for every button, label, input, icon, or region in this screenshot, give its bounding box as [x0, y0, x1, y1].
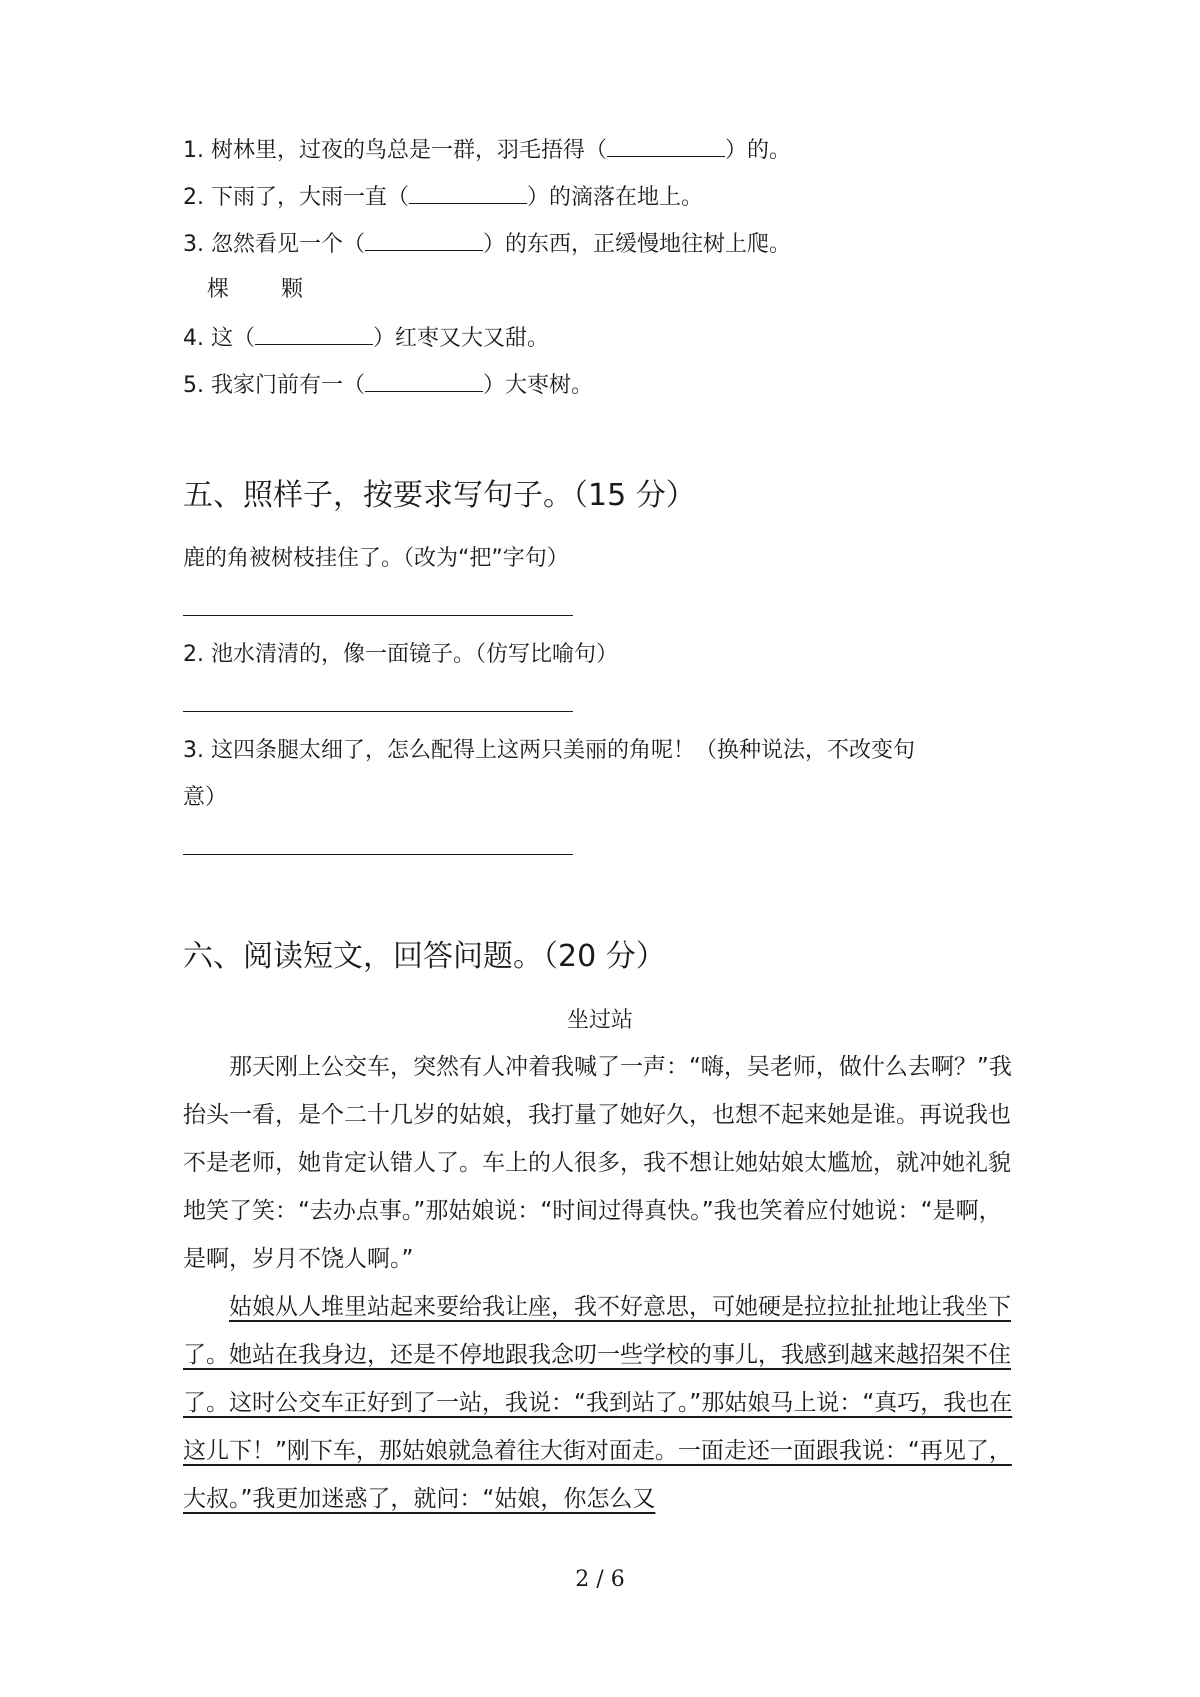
answer-blank[interactable]: [365, 228, 483, 251]
item-text: ）的。: [725, 138, 792, 163]
fill-in-item-1: [183, 134, 791, 166]
fill-in-item-4: [183, 322, 549, 354]
fill-in-item-2: [183, 181, 703, 213]
section5-heading: 五、照样子，按要求写句子。（15 分）: [183, 478, 696, 513]
answer-blank[interactable]: [365, 369, 483, 392]
story-title: 坐过站: [566, 1008, 633, 1033]
item-text: ）大枣树。: [482, 373, 593, 398]
item-text: ）的滴落在地上。: [526, 185, 703, 210]
section5-question-3-cont: 意）: [183, 785, 228, 810]
item-text: 3. 忽然看见一个（: [183, 232, 365, 257]
section5-question-2: 2. 池水清清的，像一面镜子。（仿写比喻句）: [183, 642, 618, 667]
answer-line[interactable]: [183, 615, 573, 616]
item-text: 1. 树林里，过夜的鸟总是一群，羽毛捂得（: [183, 138, 607, 163]
item-text: ）的东西，正缓慢地往树上爬。: [482, 232, 791, 257]
item-text: 4. 这（: [183, 326, 255, 351]
item-text: ）红枣又大又甜。: [372, 326, 549, 351]
word-choice: 颗: [281, 277, 304, 302]
fill-in-item-3: [183, 228, 791, 260]
item-text: 5. 我家门前有一（: [183, 373, 365, 398]
word-choice: 棵: [207, 277, 230, 302]
story-paragraph-1: 那天刚上公交车，突然有人冲着我喊了一声：“嗨，吴老师，做什么去啊？”我抬头一看，是个二十几岁的姑娘，我打量了她好久，也想不起来她是谁。再说我也不是老师，她肯定认错人了。车上的人很多，我不想让她姑娘太尴尬，就冲她礼貌地笑了笑：“去办点事。”那姑娘说：“时间过得真快。”我也笑着应付她说：“是啊，是啊，岁月不饶人啊。”: [183, 1054, 1012, 1272]
story-text: [183, 1043, 1013, 1523]
page-number: 2 / 6: [575, 1567, 625, 1592]
fill-in-item-5: [183, 369, 593, 401]
answer-blank[interactable]: [409, 181, 527, 204]
story-paragraph-2: 姑娘从人堆里站起来要给我让座，我不好意思，可她硬是拉拉扯扯地让我坐下了。她站在我身边，还是不停地跟我念叨一些学校的事儿，我感到越来越招架不住了。这时公交车正好到了一站，我说：“我到站了。”那姑娘马上说：“真巧，我也在这儿下！”刚下车，那姑娘就急着往大街对面走。一面走还一面跟我说：“再见了，大叔。”我更加迷惑了，就问：“姑娘，你怎么又: [183, 1294, 1013, 1512]
section5-question-3: 3. 这四条腿太细了，怎么配得上这两只美丽的角呢！（换种说法，不改变句: [183, 738, 915, 763]
answer-blank[interactable]: [607, 134, 725, 157]
answer-blank[interactable]: [255, 322, 373, 345]
section5-question-1: 鹿的角被树枝挂住了。（改为“把”字句）: [183, 546, 569, 571]
answer-line[interactable]: [183, 854, 573, 855]
section6-heading: 六、阅读短文，回答问题。（20 分）: [183, 939, 666, 974]
item-text: 2. 下雨了，大雨一直（: [183, 185, 409, 210]
answer-line[interactable]: [183, 711, 573, 712]
word-choices: [207, 275, 303, 305]
